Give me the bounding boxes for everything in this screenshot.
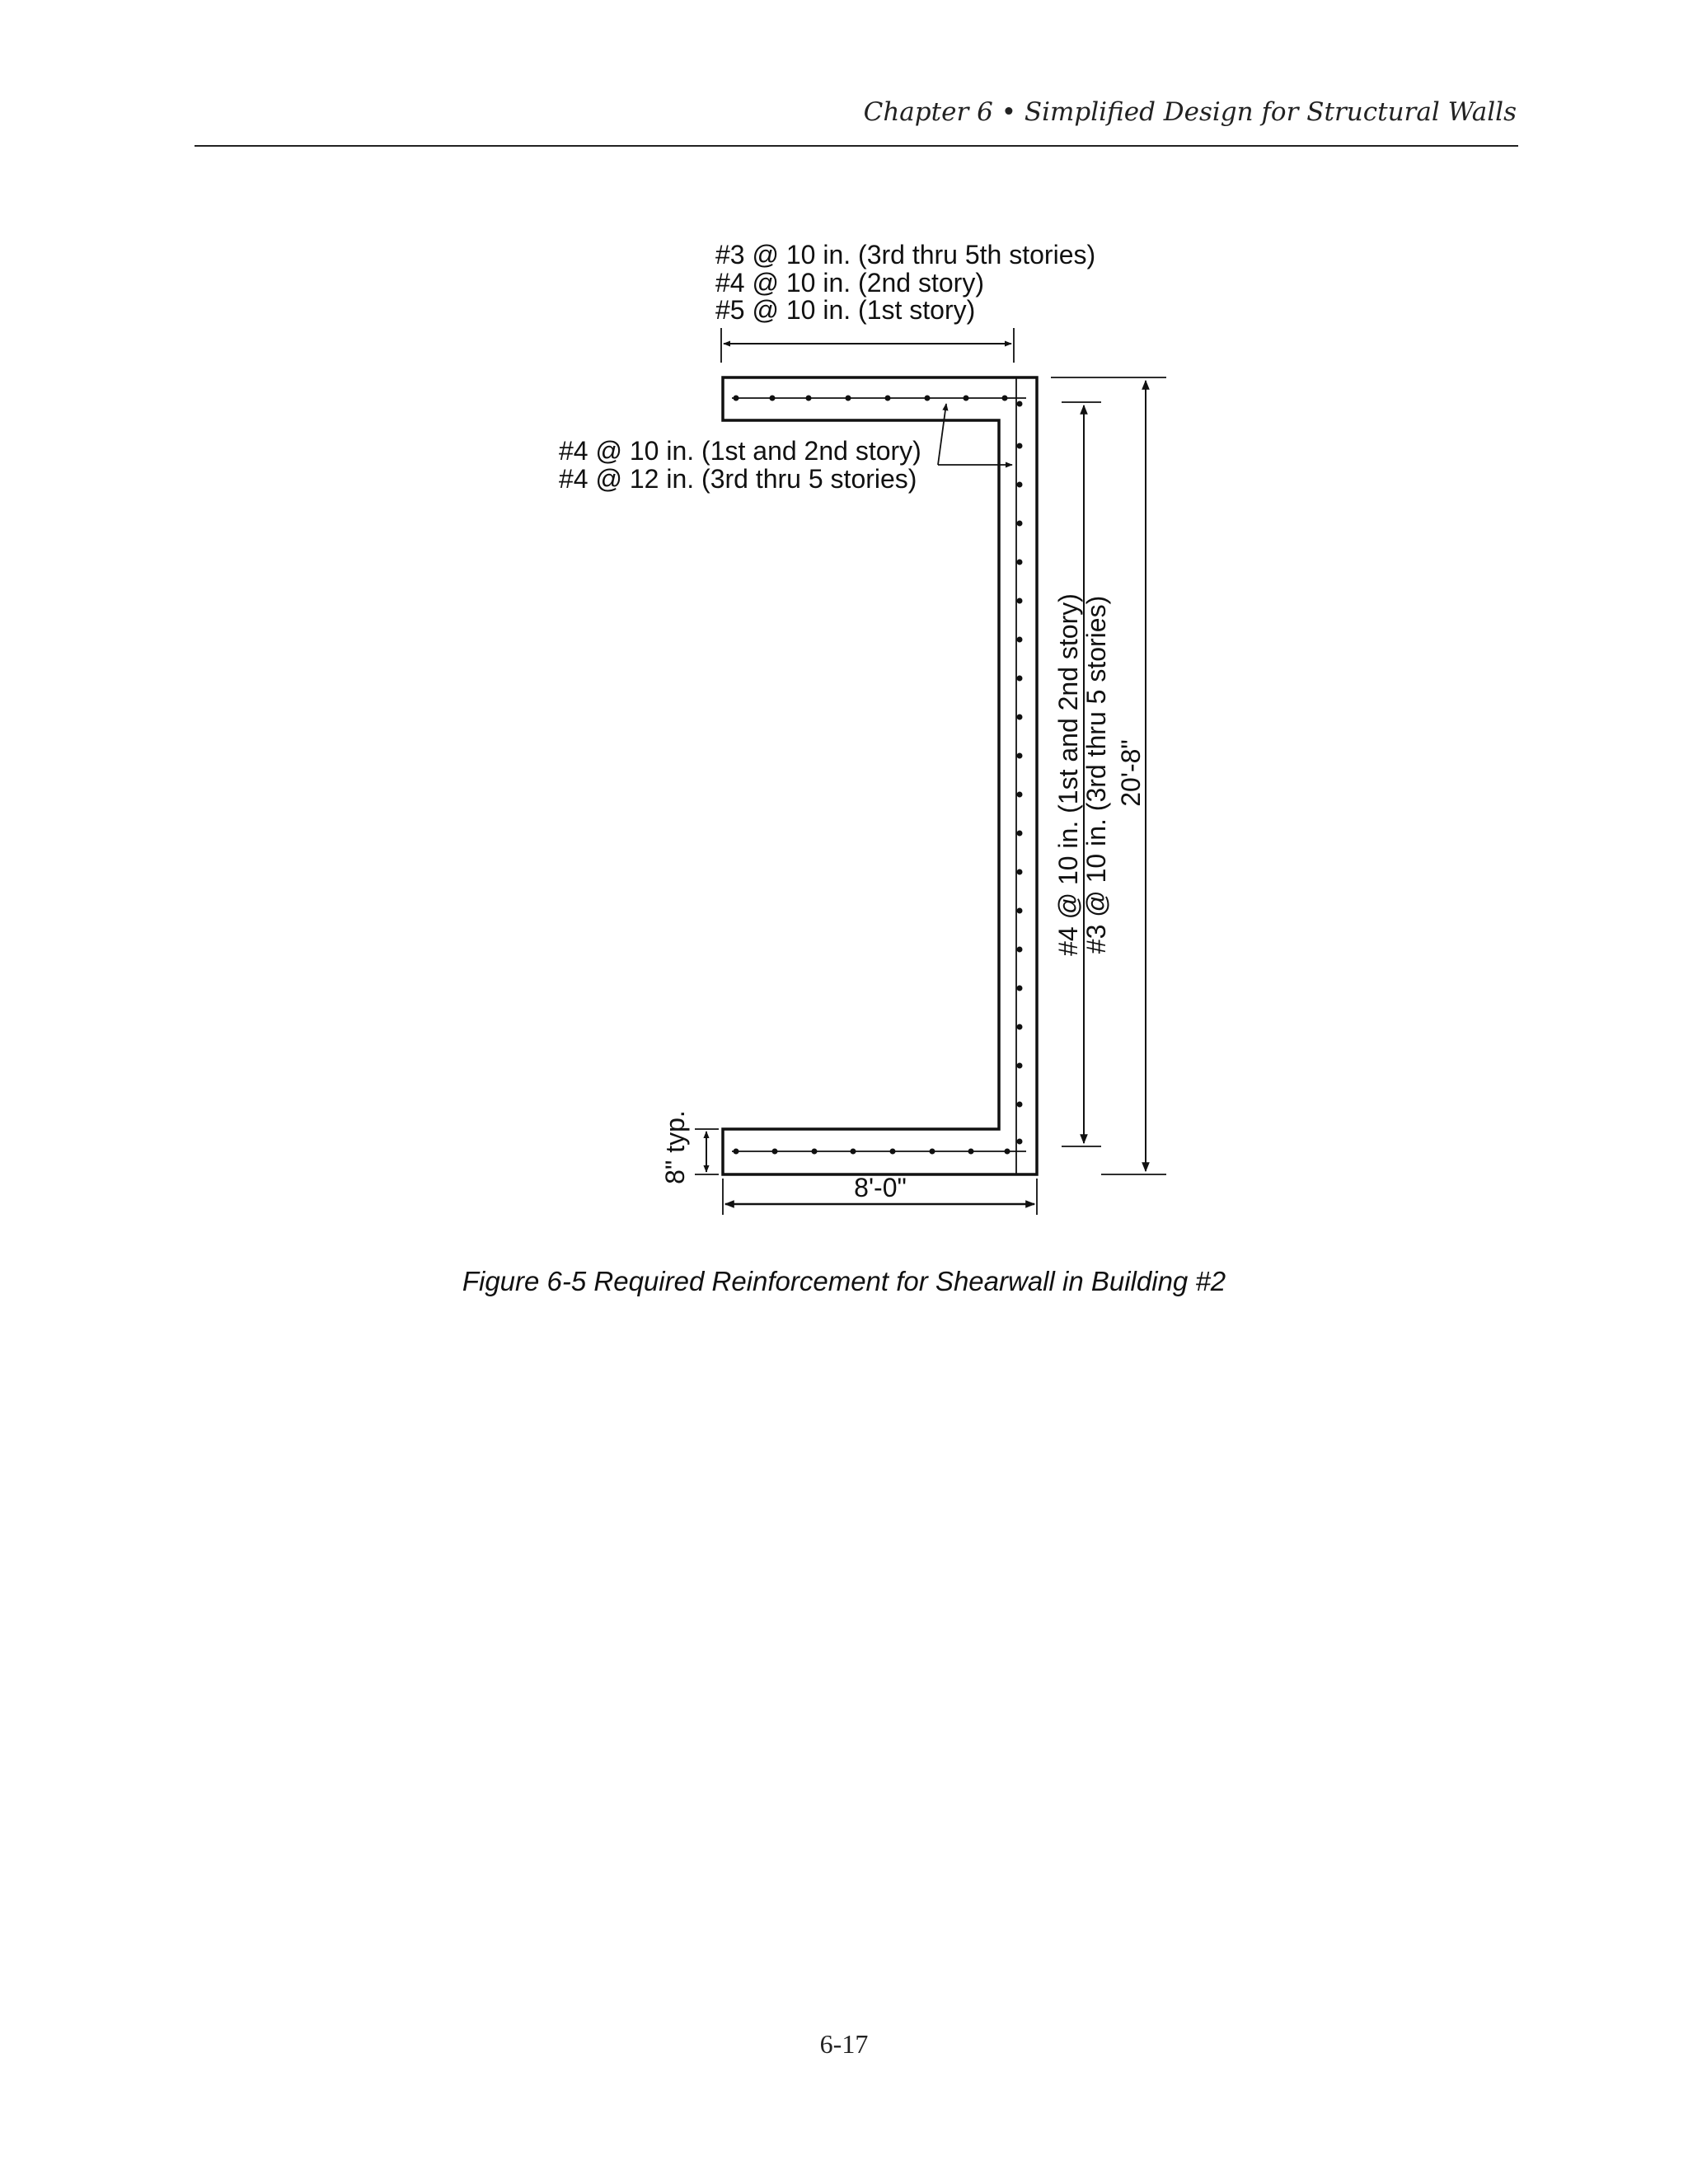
wall-outline	[723, 377, 1037, 1174]
flange-bar-label-1: #3 @ 10 in. (3rd thru 5th stories)	[715, 240, 1096, 269]
figure-caption: Figure 6-5 Required Reinforcement for Shearwall in Building #2	[462, 1266, 1226, 1296]
width-label: 8'-0"	[854, 1173, 907, 1202]
flange-bar-label-3: #5 @ 10 in. (1st story)	[715, 295, 976, 325]
web-vertical-label-2: #3 @ 10 in. (3rd thru 5 stories)	[1081, 595, 1111, 954]
page-number: 6-17	[819, 2029, 869, 2059]
web-horizontal-label-1: #4 @ 10 in. (1st and 2nd story)	[559, 436, 921, 466]
web-horizontal-leader-up	[938, 404, 946, 465]
flange-bar-label-2: #4 @ 10 in. (2nd story)	[715, 268, 984, 298]
web-horizontal-label-2: #4 @ 12 in. (3rd thru 5 stories)	[559, 464, 917, 494]
thickness-label: 8" typ.	[660, 1110, 690, 1184]
web-bar-dots	[1017, 401, 1023, 1145]
web-vertical-label-1: #4 @ 10 in. (1st and 2nd story)	[1053, 593, 1083, 956]
running-header: Chapter 6 • Simplified Design for Structural Walls	[863, 97, 1517, 127]
overall-height-label: 20'-8"	[1116, 739, 1146, 807]
